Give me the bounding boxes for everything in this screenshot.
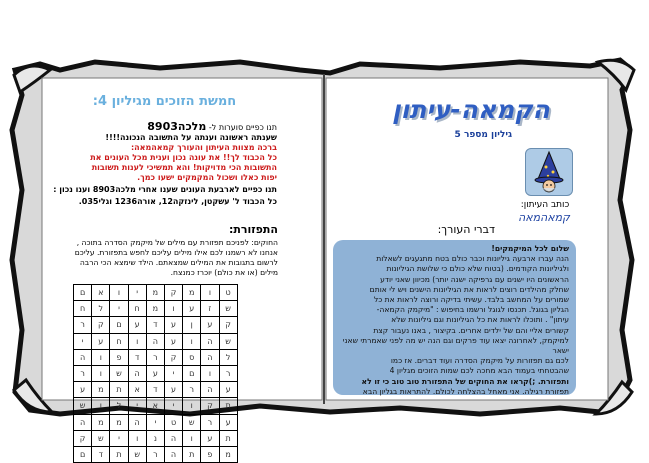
grid-cell: ו xyxy=(164,301,182,317)
grid-cell: ה xyxy=(201,333,219,349)
grid-cell: ד xyxy=(146,317,164,333)
editor-line-1: שלום לכל המיקמקים! xyxy=(491,244,569,253)
red-line-2: כל הכבוד לך!! את עונה נכון וענית מכל העונים את xyxy=(90,153,277,162)
grid-cell: ר xyxy=(146,349,164,365)
grid-cell: י xyxy=(110,430,128,446)
grid-cell: ט xyxy=(164,414,182,430)
grid-cell: ש xyxy=(219,301,237,317)
grid-cell: ר xyxy=(74,317,92,333)
grid-cell: ת xyxy=(219,398,237,414)
grid-cell: ו xyxy=(128,430,146,446)
grid-cell: ע xyxy=(183,301,201,317)
grid-cell: מ xyxy=(146,285,164,301)
grid-cell: ו xyxy=(183,430,201,446)
grid-cell: ו xyxy=(92,398,110,414)
grid-cell: ש xyxy=(128,446,146,462)
grid-cell: ר xyxy=(201,414,219,430)
grid-cell: ה xyxy=(201,382,219,398)
grid-cell: ם xyxy=(110,317,128,333)
grid-cell: ר xyxy=(74,365,92,381)
grid-row xyxy=(74,317,238,333)
winners-thanks-block xyxy=(53,120,277,207)
grid-cell: י xyxy=(164,398,182,414)
editor-line-10: למיקמק, לאחרונה יצאו עוד פרקים וגם הנה יש מה לפני שאמרתי שאני ישאר xyxy=(342,335,569,356)
grid-cell: ע xyxy=(128,317,146,333)
grid-cell: מ xyxy=(146,301,164,317)
grid-row xyxy=(74,430,238,446)
grid-cell: ר xyxy=(146,446,164,462)
grid-row xyxy=(74,301,238,317)
grid-cell: א xyxy=(146,398,164,414)
grid-cell: ה xyxy=(201,349,219,365)
grid-cell: ם xyxy=(74,285,92,301)
grid-cell: י xyxy=(74,333,92,349)
grid-row xyxy=(74,414,238,430)
editor-line-6: שמורים על המחשב בלבד. עשיתי בדיקה ורוצה לראות את כל xyxy=(373,295,569,305)
grid-cell: ש xyxy=(92,430,110,446)
editor-line-7: הגליון בגוגל. תכנסו לגוגל ורשמו בחיפוש : "מיקמק הקמאה- xyxy=(376,305,569,315)
issue-number: גיליון מספר 5 xyxy=(454,130,512,140)
editor-line-4: הראשונים היו ישנים עם גרפיקה ישנה יותר) מכיוון שאני יודע xyxy=(380,274,569,284)
grid-cell: ל xyxy=(219,349,237,365)
grid-cell: ש xyxy=(219,333,237,349)
grid-cell: ק xyxy=(164,349,182,365)
grid-cell: ע xyxy=(219,414,237,430)
grid-cell: מ xyxy=(110,414,128,430)
grid-cell: ק xyxy=(164,285,182,301)
editor-line-14: תפזורת רגילה. אני מאחל בהצלחה לכולם. להתראות בגליון הבא xyxy=(362,386,569,396)
author-name: קמאהמאה xyxy=(518,211,570,224)
grid-row xyxy=(74,365,238,381)
grid-cell: ן xyxy=(183,317,201,333)
rules-line-3: לרשום בתגובות את המילים שמצאתם. הילד שימצא הכי הרבה xyxy=(79,258,278,267)
grid-cell: ה xyxy=(164,446,182,462)
grid-cell: ד xyxy=(128,349,146,365)
grid-cell: ו xyxy=(92,349,110,365)
grid-cell: ה xyxy=(74,414,92,430)
grid-cell: א xyxy=(92,285,110,301)
author-label: כותב העיתון: xyxy=(520,200,570,210)
grid-cell: ו xyxy=(201,285,219,301)
grid-cell: י xyxy=(128,398,146,414)
grid-cell: ה xyxy=(128,365,146,381)
grid-cell: ה xyxy=(164,430,182,446)
grid-cell: ש xyxy=(183,414,201,430)
grid-cell: נ xyxy=(146,430,164,446)
grid-cell: ע xyxy=(201,430,219,446)
grid-cell: ע xyxy=(74,382,92,398)
grid-cell: ם xyxy=(183,365,201,381)
grid-cell: ה xyxy=(128,414,146,430)
editor-line-9: קשורים אליי והם של ילדים אחרים. בקיצור , באנו נעבור קצת xyxy=(373,325,569,335)
grid-cell: ק xyxy=(219,317,237,333)
red-line-4: יפות כאלו ושכול המקמקים ישעו כמך. xyxy=(137,173,277,182)
grid-cell: א xyxy=(128,382,146,398)
grid-cell: פ xyxy=(201,446,219,462)
grid-cell: ו xyxy=(183,333,201,349)
rules-line-1: החוקים: לפניכם תפזורת עם מילים של מיקמק הסדרה בתוכה , xyxy=(76,238,278,247)
grid-cell: ת xyxy=(110,382,128,398)
grid-cell: ע xyxy=(219,382,237,398)
grid-cell: ע xyxy=(92,333,110,349)
grid-cell: ר xyxy=(183,382,201,398)
grid-cell: ת xyxy=(219,430,237,446)
grid-cell: י xyxy=(110,301,128,317)
rules-line-2: אנחנו לא רשמנו לכם אילו מילים עליכם לחפש בתפזורת. עליכם xyxy=(74,248,278,257)
grid-cell: ש xyxy=(74,398,92,414)
grid-cell: ל xyxy=(110,398,128,414)
grid-cell: ו xyxy=(92,365,110,381)
grid-cell: י xyxy=(146,414,164,430)
grid-cell: ד xyxy=(92,446,110,462)
grid-row xyxy=(74,382,238,398)
wizard-icon xyxy=(526,149,572,195)
grid-cell: ח xyxy=(110,333,128,349)
grid-cell: ש xyxy=(110,365,128,381)
grid-cell: ס xyxy=(183,349,201,365)
grid-cell: י xyxy=(164,365,182,381)
grid-cell: ה xyxy=(146,333,164,349)
grid-cell: ם xyxy=(74,446,92,462)
grid-cell: ע xyxy=(164,382,182,398)
grid-cell: ו xyxy=(128,333,146,349)
grid-cell: ז xyxy=(201,301,219,317)
grid-row xyxy=(74,446,238,462)
word-search-rules xyxy=(60,238,278,278)
editor-line-8: עיתון" . ותוכלו לראות את כל הגיליונות וגם גיליונות שלא xyxy=(391,315,569,325)
word-search-title: התפזורת: xyxy=(228,223,278,236)
grid-cell: מ xyxy=(92,382,110,398)
editor-line-5: שחלק מהילדים רוצים לראות את הגיליונות הישנים ויש לי אותם xyxy=(369,284,569,294)
wizard-avatar xyxy=(525,148,573,196)
four-winners-line: תנו כפיים לארבעת העונים שענו אחרי מלכה8903 וענו נכון : xyxy=(53,185,277,194)
grid-row xyxy=(74,398,238,414)
grid-cell: י xyxy=(128,285,146,301)
grid-cell: ה xyxy=(74,349,92,365)
grid-cell: מ xyxy=(219,446,237,462)
grid-cell: פ xyxy=(110,349,128,365)
editor-title: דברי העורך: xyxy=(437,223,495,236)
grid-cell: ח xyxy=(128,301,146,317)
first-answer-line: שענתה ראשונה וענתה על התשובה הנכונה!!!! xyxy=(105,133,277,142)
grid-cell: ו xyxy=(183,398,201,414)
grid-cell: ע xyxy=(164,333,182,349)
grid-row xyxy=(74,349,238,365)
grid-cell: ת xyxy=(110,446,128,462)
editor-line-11: לכם גם תפזורות על מיקמק הסדרה ועוד דברים. אז כמו xyxy=(390,356,569,366)
magazine-title: הקמאה-עיתון xyxy=(392,95,550,124)
first-winner-line xyxy=(65,122,277,133)
grid-cell: ו xyxy=(110,285,128,301)
grid-cell: ח xyxy=(74,301,92,317)
red-line-3: התשובות הכי מדויקות! והא תמשיכי לענות תשובות xyxy=(91,163,277,172)
thanks-intro: תנו כפיים סוערות ל- xyxy=(206,123,277,132)
editor-line-3: ולגיליונות הקודמים. (בטוח שלא כולם כי שלושת הגיליונות xyxy=(386,264,569,274)
grid-cell: ק xyxy=(92,317,110,333)
editor-letter xyxy=(333,240,576,395)
grid-cell: מ xyxy=(92,414,110,430)
grid-cell: ל xyxy=(92,301,110,317)
grid-cell: ק xyxy=(201,398,219,414)
grid-cell: ע xyxy=(164,317,182,333)
grid-cell: ר xyxy=(219,365,237,381)
editor-line-2: הנה עברו ארבעה גיליונות וכבר כולם בטח מתגעגים לשאלות xyxy=(376,254,569,264)
editor-line-13: ותפזורת. ;)קראו את החוקים של התפזורת טוב טוב כי זו לא xyxy=(361,376,569,386)
grid-cell: ד xyxy=(146,382,164,398)
grid-row xyxy=(74,285,238,301)
winners-title: חמשת הזוכים מגיליון 4: xyxy=(92,94,237,109)
word-search-grid xyxy=(73,284,238,463)
grid-cell: ע xyxy=(201,317,219,333)
grid-cell: ק xyxy=(74,430,92,446)
grid-cell: מ xyxy=(183,285,201,301)
grid-cell: ת xyxy=(183,446,201,462)
editor-line-12: שהבטחתי בעמוד הבא מחכה לכם שמות הזוכים מגליון 4 xyxy=(389,366,569,376)
red-line-1: ברכה מצוות העיתון והעורך קמאהמאה: xyxy=(130,143,277,152)
grid-row xyxy=(74,333,238,349)
rules-line-4: מילים (או את כולם) יוכרז כמנצח. xyxy=(170,268,278,277)
other-winners-line: כל הכבוד ל' עשקטן, לינזקה12, אורה1236 וגלי035. xyxy=(78,197,277,206)
grid-cell: ט xyxy=(219,285,237,301)
grid-cell: ע xyxy=(146,365,164,381)
grid-cell: ו xyxy=(201,365,219,381)
winner-name: מלכה8903 xyxy=(147,120,207,133)
